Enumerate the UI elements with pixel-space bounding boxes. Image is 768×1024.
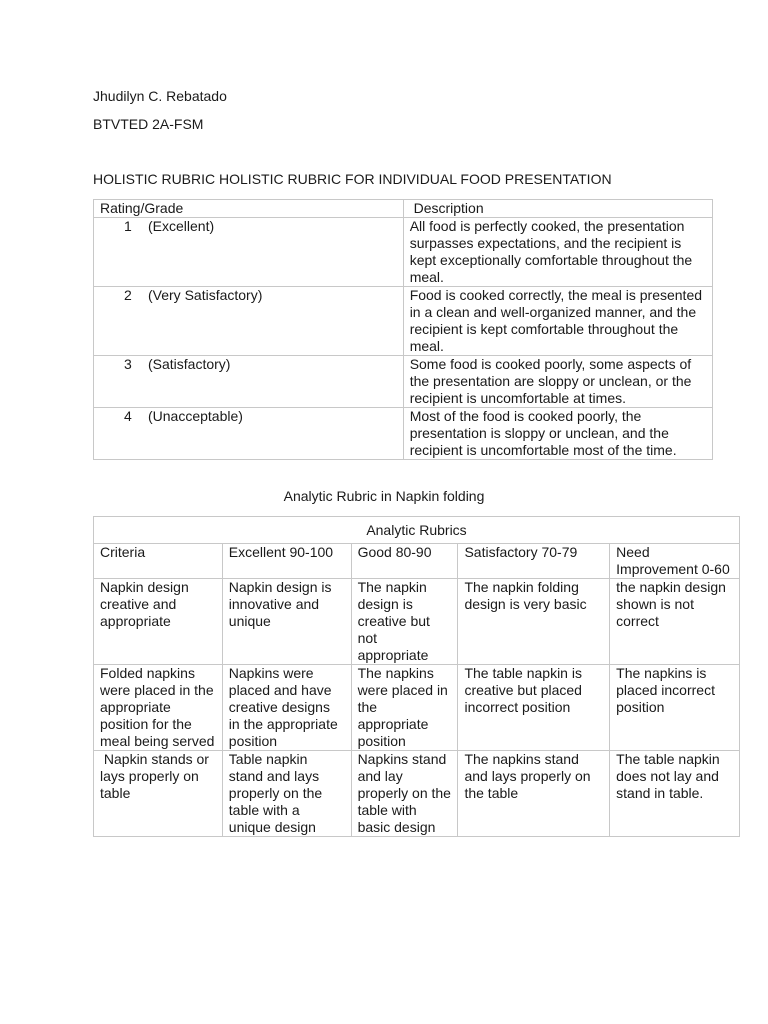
rating-description: Some food is cooked poorly, some aspects of the presentation are sloppy or unclean, or the recipient is uncomfortable at times. (403, 356, 712, 408)
satisfactory-cell: The table napkin is creative but placed incorrect position (458, 665, 610, 751)
analytic-header-row (94, 544, 740, 579)
rating-number: 2 (124, 287, 132, 303)
holistic-row (94, 287, 713, 356)
analytic-rubric-table (93, 516, 740, 837)
satisfactory-cell: The napkins stand and lays properly on the table (458, 751, 610, 837)
rating-label: (Unacceptable) (148, 408, 243, 424)
good-header: Good 80-90 (351, 544, 458, 579)
rating-label: (Excellent) (148, 218, 215, 234)
holistic-row (94, 218, 713, 287)
analytic-table-title: Analytic Rubrics (94, 517, 740, 544)
holistic-header-row (94, 200, 713, 218)
rating-grade-header: Rating/Grade (94, 200, 404, 218)
holistic-row (94, 408, 713, 460)
good-cell: The napkins were placed in the appropriate position (351, 665, 458, 751)
criteria-cell: Folded napkins were placed in the appropriate position for the meal being served (94, 665, 223, 751)
good-cell: The napkin design is creative but not appropriate (351, 579, 458, 665)
excellent-header: Excellent 90-100 (222, 544, 351, 579)
excellent-cell: Napkins were placed and have creative designs in the appropriate position (222, 665, 351, 751)
rating-cell (94, 287, 404, 356)
need-improvement-cell: the napkin design shown is not correct (610, 579, 740, 665)
analytic-title-row (94, 517, 740, 544)
need-improvement-cell: The table napkin does not lay and stand in table. (610, 751, 740, 837)
rating-label: (Satisfactory) (148, 356, 231, 372)
rating-cell (94, 408, 404, 460)
rating-number: 3 (124, 356, 132, 372)
analytic-row (94, 579, 740, 665)
analytic-rubric-caption-text: Analytic Rubric in Napkin folding (283, 488, 485, 504)
criteria-cell: Napkin design creative and appropriate (94, 579, 223, 665)
course-section: BTVTED 2A-FSM (93, 116, 204, 132)
criteria-header: Criteria (94, 544, 223, 579)
rating-description: Most of the food is cooked poorly, the presentation is sloppy or unclean, and the recipient is uncomfortable most of the time. (403, 408, 712, 460)
holistic-rubric-table (93, 199, 713, 460)
rating-cell (94, 356, 404, 408)
description-header: Description (403, 200, 712, 218)
holistic-rubric-title: HOLISTIC RUBRIC HOLISTIC RUBRIC FOR INDIVIDUAL FOOD PRESENTATION (93, 171, 612, 187)
need-improvement-header: Need Improvement 0-60 (610, 544, 740, 579)
criteria-cell: Napkin stands or lays properly on table (94, 751, 223, 837)
rating-description: All food is perfectly cooked, the presentation surpasses expectations, and the recipient is kept exceptionally comfortable throughout the meal. (403, 218, 712, 287)
holistic-row (94, 356, 713, 408)
satisfactory-cell: The napkin folding design is very basic (458, 579, 610, 665)
rating-label: (Very Satisfactory) (148, 287, 263, 303)
good-cell: Napkins stand and lay properly on the table with basic design (351, 751, 458, 837)
analytic-row (94, 665, 740, 751)
need-improvement-cell: The napkins is placed incorrect position (610, 665, 740, 751)
author-name: Jhudilyn C. Rebatado (93, 88, 227, 104)
satisfactory-header: Satisfactory 70-79 (458, 544, 610, 579)
rating-description: Food is cooked correctly, the meal is presented in a clean and well-organized manner, and the recipient is kept comfortable throughout the meal. (403, 287, 712, 356)
excellent-cell: Table napkin stand and lays properly on the table with a unique design (222, 751, 351, 837)
rating-number: 1 (124, 218, 132, 234)
excellent-cell: Napkin design is innovative and unique (222, 579, 351, 665)
rating-cell (94, 218, 404, 287)
analytic-row (94, 751, 740, 837)
rating-number: 4 (124, 408, 132, 424)
analytic-rubric-caption (0, 488, 768, 505)
